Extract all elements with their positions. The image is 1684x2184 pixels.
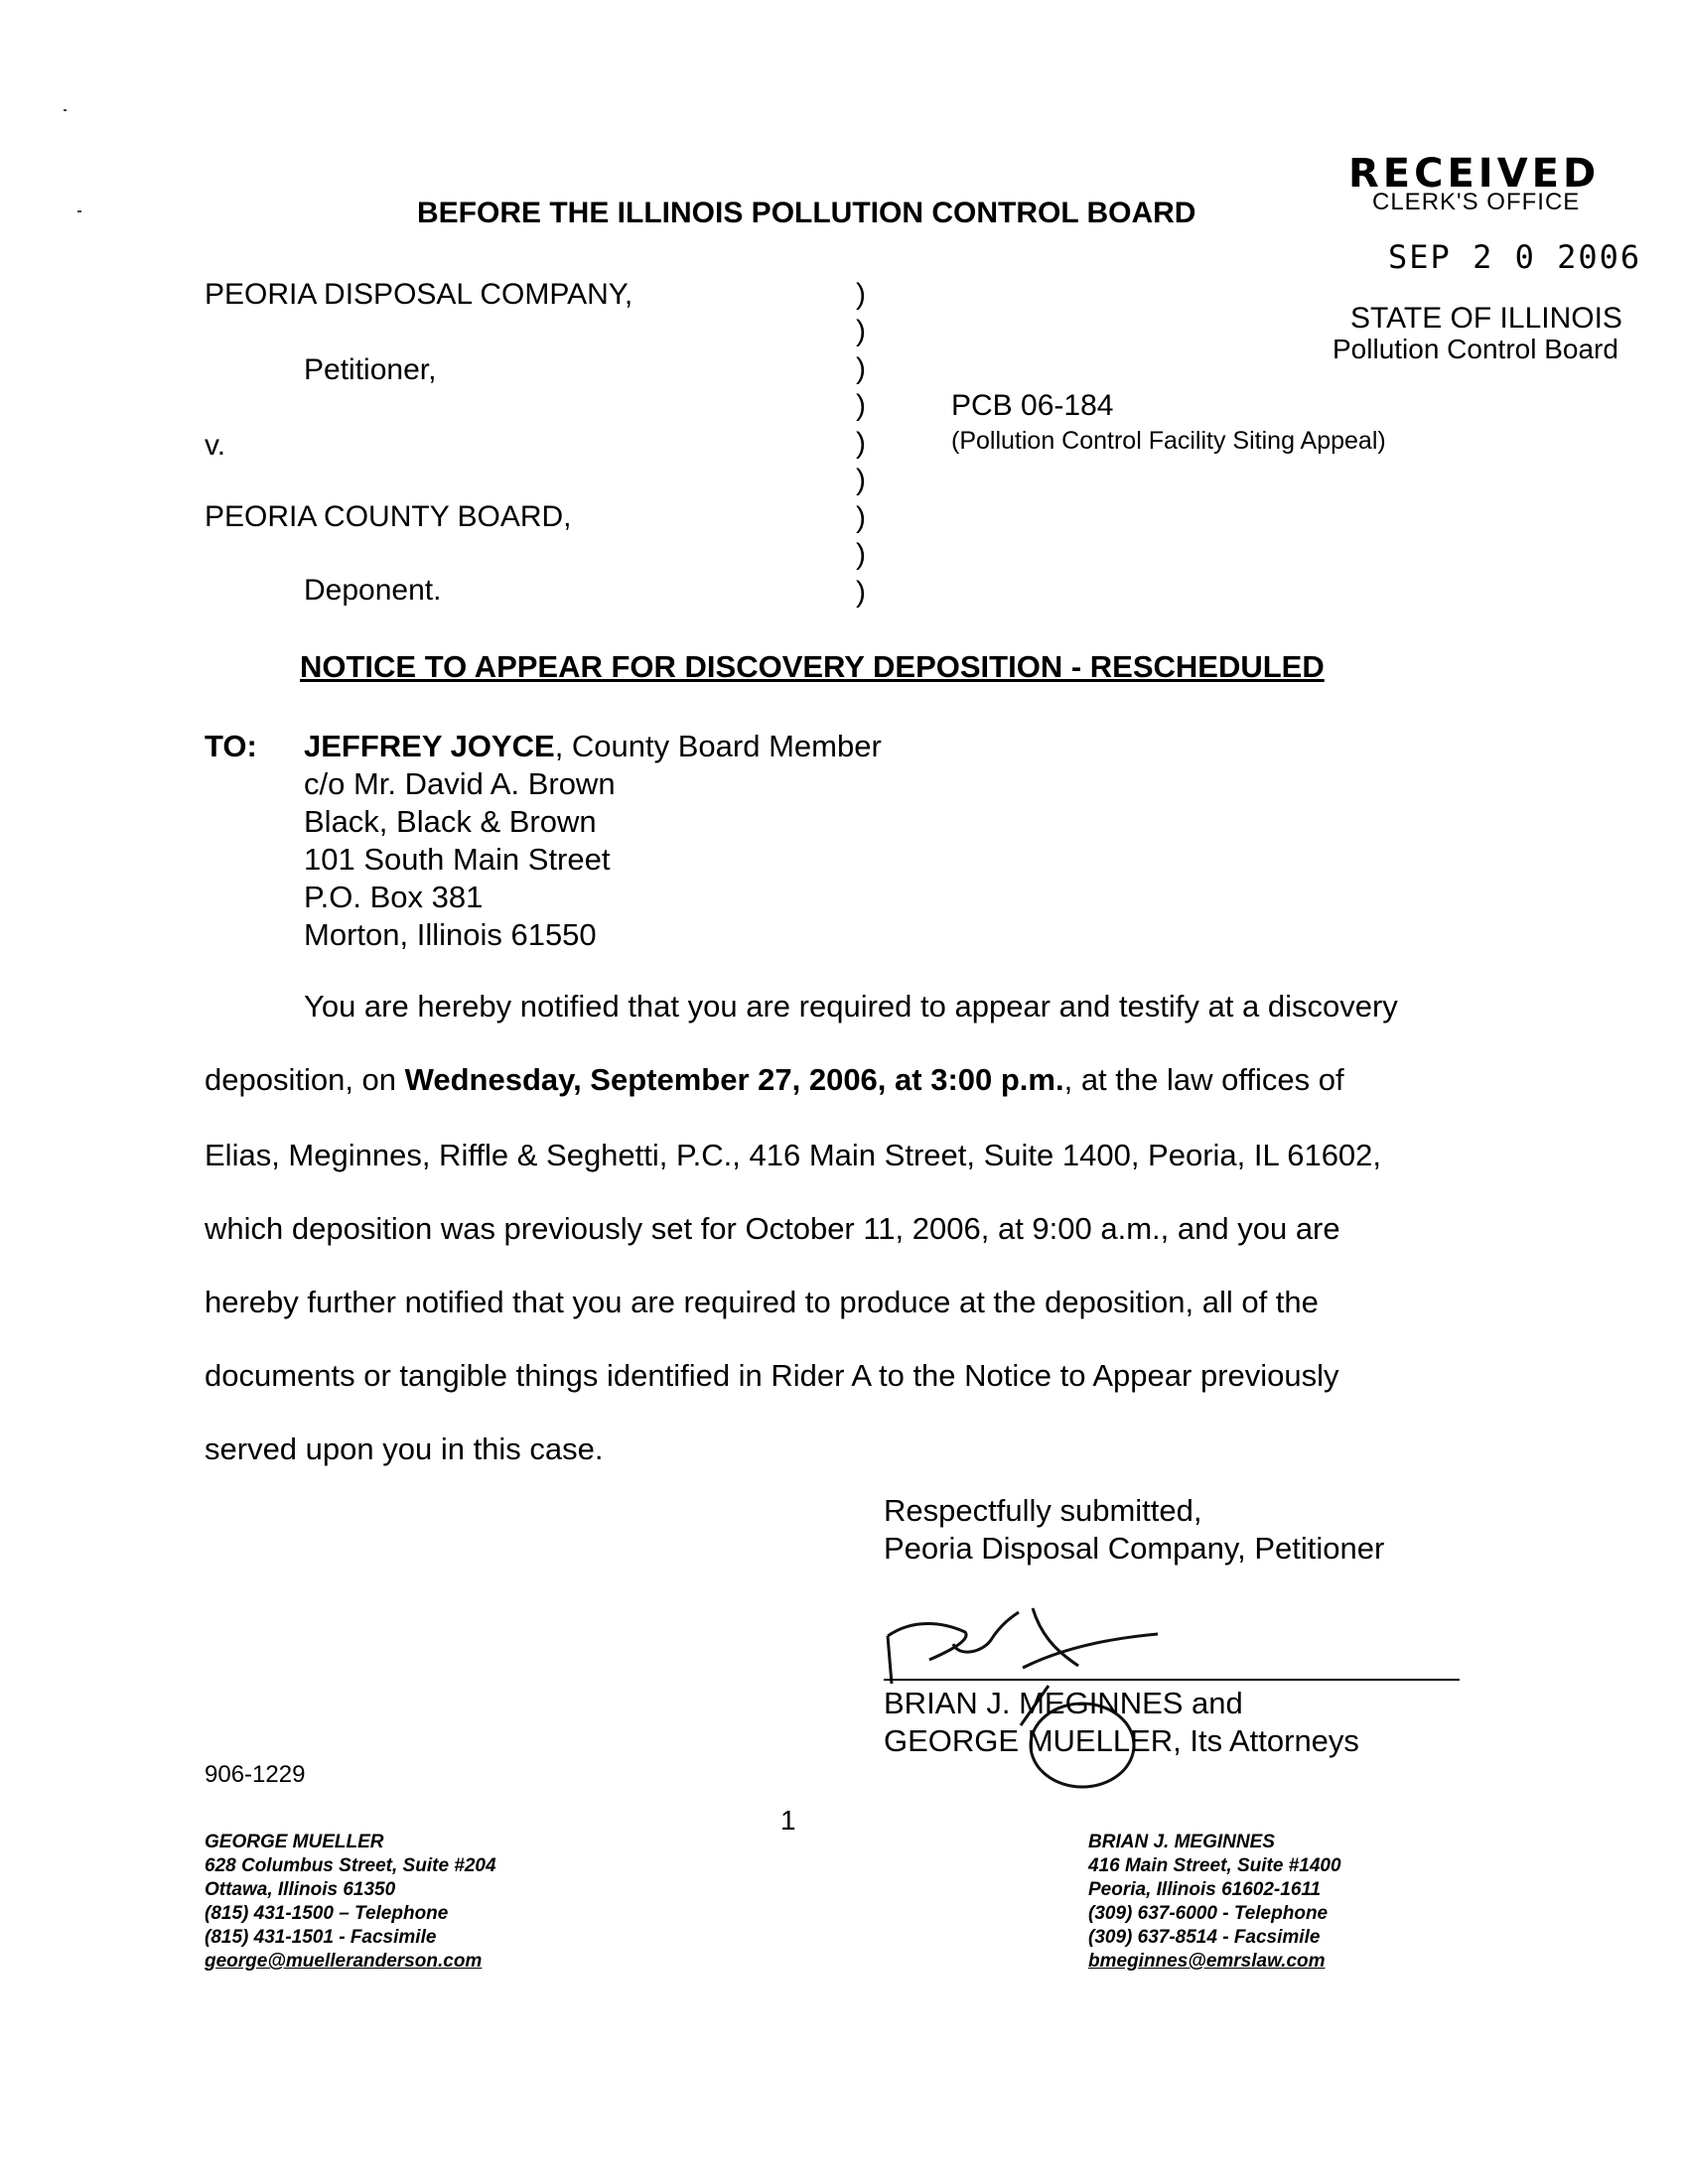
received-stamp-clerk-office: CLERK'S OFFICE xyxy=(1372,189,1581,215)
body-line: which deposition was previously set for October 11, 2006, at 9:00 a.m., and you are xyxy=(205,1211,1340,1246)
footer-right-contact xyxy=(1088,1831,1341,1974)
caption-bracket: ) xyxy=(856,464,866,496)
footer-phone: (309) 637-6000 - Telephone xyxy=(1088,1903,1329,1924)
file-number: 906-1229 xyxy=(205,1761,306,1788)
received-stamp-state: STATE OF ILLINOIS xyxy=(1350,302,1622,335)
footer-city: Ottawa, Illinois 61350 xyxy=(205,1879,396,1900)
notice-title: NOTICE TO APPEAR FOR DISCOVERY DEPOSITION - RESCHEDULED xyxy=(300,649,1325,684)
respondent-role: Deponent. xyxy=(304,574,442,607)
footer-fax: (815) 431-1501 - Facsimile xyxy=(205,1927,437,1948)
caption-bracket: ) xyxy=(856,576,866,609)
body-line xyxy=(205,1062,1344,1098)
caption-bracket: ) xyxy=(856,315,866,347)
caption-bracket: ) xyxy=(856,352,866,385)
deposition-datetime: Wednesday, September 27, 2006, at 3:00 p.m. xyxy=(404,1062,1064,1097)
petitioner-role: Petitioner, xyxy=(304,353,437,386)
footer-email-link[interactable]: george@muelleranderson.com xyxy=(205,1951,483,1972)
to-label: TO: xyxy=(205,729,257,763)
body-text: , at the law offices of xyxy=(1063,1062,1344,1097)
scan-mark xyxy=(64,109,67,111)
respondent-name: PEORIA COUNTY BOARD, xyxy=(205,500,572,533)
body-line: You are hereby notified that you are required to appear and testify at a discovery xyxy=(304,989,1398,1024)
footer-fax: (309) 637-8514 - Facsimile xyxy=(1088,1927,1321,1948)
address-line: Morton, Illinois 61550 xyxy=(304,917,597,952)
caption-bracket: ) xyxy=(856,427,866,460)
footer-street: 628 Columbus Street, Suite #204 xyxy=(205,1855,496,1876)
case-number: PCB 06-184 xyxy=(951,389,1114,422)
versus: v. xyxy=(205,429,226,462)
body-line: hereby further notified that you are required to produce at the deposition, all of the xyxy=(205,1285,1319,1319)
address-line: P.O. Box 381 xyxy=(304,880,484,914)
petitioner-name: PEORIA DISPOSAL COMPANY, xyxy=(205,278,633,311)
received-stamp-title: RECEIVED xyxy=(1348,151,1601,197)
caption-bracket: ) xyxy=(856,389,866,422)
case-type: (Pollution Control Facility Siting Appeal) xyxy=(951,427,1386,455)
caption-bracket: ) xyxy=(856,278,866,311)
footer-left-contact xyxy=(205,1831,496,1974)
body-line: Elias, Meginnes, Riffle & Seghetti, P.C., 416 Main Street, Suite 1400, Peoria, IL 61602, xyxy=(205,1138,1382,1172)
closing-party: Peoria Disposal Company, Petitioner xyxy=(884,1531,1385,1566)
footer-city: Peoria, Illinois 61602-1611 xyxy=(1088,1879,1322,1900)
footer-name: GEORGE MUELLER xyxy=(205,1832,384,1852)
body-line: served upon you in this case. xyxy=(205,1432,604,1466)
signatory-line: BRIAN J. MEGINNES and xyxy=(884,1686,1243,1720)
footer-phone: (815) 431-1500 – Telephone xyxy=(205,1903,449,1924)
caption-bracket: ) xyxy=(856,501,866,534)
address-line: c/o Mr. David A. Brown xyxy=(304,766,616,801)
address-line: Black, Black & Brown xyxy=(304,804,597,839)
received-stamp-date: SEP 2 0 2006 xyxy=(1388,238,1642,276)
footer-name: BRIAN J. MEGINNES xyxy=(1088,1832,1275,1852)
page-number: 1 xyxy=(780,1805,796,1836)
closing-line: Respectfully submitted, xyxy=(884,1493,1202,1528)
recipient-name: JEFFREY JOYCE xyxy=(304,729,555,763)
body-line: documents or tangible things identified in Rider A to the Notice to Appear previously xyxy=(205,1358,1339,1393)
signatory-line: GEORGE MUELLER, Its Attorneys xyxy=(884,1723,1359,1758)
received-stamp-board: Pollution Control Board xyxy=(1333,334,1618,364)
caption-bracket: ) xyxy=(856,538,866,571)
document-heading: BEFORE THE ILLINOIS POLLUTION CONTROL BOARD xyxy=(417,197,1196,229)
body-text: deposition, on xyxy=(205,1062,405,1097)
scan-mark xyxy=(77,210,81,212)
footer-email-link[interactable]: bmeginnes@emrslaw.com xyxy=(1088,1951,1326,1972)
address-line: 101 South Main Street xyxy=(304,842,611,877)
recipient xyxy=(304,729,882,764)
recipient-title: , County Board Member xyxy=(554,729,882,763)
footer-street: 416 Main Street, Suite #1400 xyxy=(1088,1855,1341,1876)
